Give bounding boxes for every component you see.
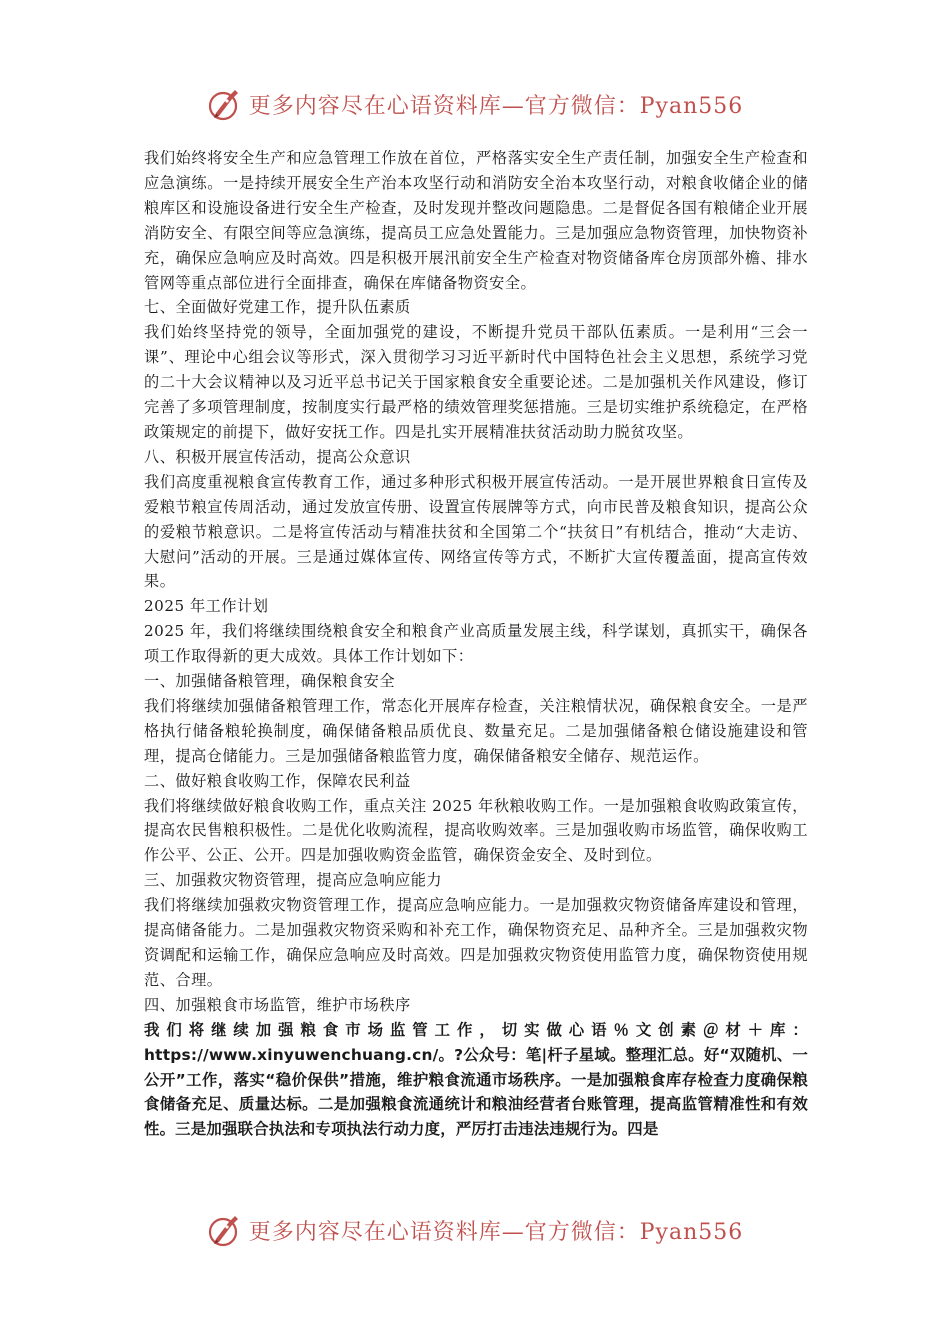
banner-text: 更多内容尽在心语资料库—官方微信：Pyan556 bbox=[248, 1219, 744, 1245]
section-heading: 三、加强救灾物资管理，提高应急响应能力 bbox=[144, 871, 443, 890]
document-body bbox=[144, 146, 808, 1142]
section-heading: 七、全面做好党建工作，提升队伍素质 bbox=[144, 298, 411, 317]
paragraph: 我们始终坚持党的领导，全面加强党的建设，不断提升党员干部队伍素质。一是利用“三会一课”、理论中心组会议等形式，深入贯彻学习习近平新时代中国特色社会主义思想，系统学习党的二十大会议精神以及习近平总书记关于国家粮食安全重要论述。二是加强机关作风建设，修订完善了多项管理制度，按制度实行最严格的绩效管理奖惩措施。三是切实维护系统稳定，在严格政策规定的前提下，做好安抚工作。四是扎实开展精准扶贫活动助力脱贫攻坚。 bbox=[144, 323, 808, 441]
pen-nib-logo-icon bbox=[207, 86, 243, 122]
paragraph: 我们将继续加强储备粮管理工作，常态化开展库存检查，关注粮情状况，确保粮食安全。一是严格执行储备粮轮换制度，确保储备粮品质优良、数量充足。二是加强储备粮仓储设施建设和管理，提高仓储能力。三是加强储备粮监管力度，确保储备粮安全储存、规范运作。 bbox=[144, 696, 808, 765]
section-heading: 八、积极开展宣传活动，提高公众意识 bbox=[144, 447, 411, 466]
header-banner bbox=[0, 82, 950, 126]
banner-text: 更多内容尽在心语资料库—官方微信：Pyan556 bbox=[248, 93, 744, 119]
paragraph: 我们将继续加强粮食市场监管工作，切实做心语％文创素＠材＋库：https://www.xinyuwenchuang.cn/。?公众号：笔|杆子星域。整理汇总。好“双随机、一公开”工作，落实“稳价保供”措施，维护粮食流通市场秩序。一是加强粮食库存检查力度确保粮食储备充足、质量达标。二是加强粮食流通统计和粮油经营者台账管理，提高监管精准性和有效性。三是加强联合执法和专项执法行动力度，严厉打击违法违规行为。四是 bbox=[144, 1020, 808, 1139]
section-heading: 一、加强储备粮管理，确保粮食安全 bbox=[144, 672, 395, 691]
section-heading: 2025 年工作计划 bbox=[144, 597, 269, 616]
paragraph: 我们始终将安全生产和应急管理工作放在首位，严格落实安全生产责任制，加强安全生产检查和应急演练。一是持续开展安全生产治本攻坚行动和消防安全治本攻坚行动，对粮食收储企业的储粮库区和设施设备进行安全生产检查，及时发现并整改问题隐患。二是督促各国有粮储企业开展消防安全、有限空间等应急演练，提高员工应急处置能力。三是加强应急物资管理，加快物资补充，确保应急响应及时高效。四是积极开展汛前安全生产检查对物资储备库仓房顶部外檐、排水管网等重点部位进行全面排查，确保在库储备物资安全。 bbox=[144, 149, 808, 292]
pen-nib-logo-icon bbox=[207, 1212, 243, 1248]
paragraph: 我们将继续做好粮食收购工作，重点关注 2025 年秋粮收购工作。一是加强粮食收购政策宣传，提高农民售粮积极性。二是优化收购流程，提高收购效率。三是加强收购市场监管，确保收购工作公平、公正、公开。四是加强收购资金监管，确保资金安全、及时到位。 bbox=[144, 796, 808, 865]
paragraph: 我们高度重视粮食宣传教育工作，通过多种形式积极开展宣传活动。一是开展世界粮食日宣传及爱粮节粮宣传周活动，通过发放宣传册、设置宣传展牌等方式，向市民普及粮食知识，提高公众的爱粮节粮意识。二是将宣传活动与精准扶贫和全国第二个“扶贫日”有机结合，推动“大走访、大慰问”活动的开展。三是通过媒体宣传、网络宣传等方式，不断扩大宣传覆盖面，提高宣传效果。 bbox=[144, 472, 808, 591]
section-heading: 四、加强粮食市场监管，维护市场秩序 bbox=[144, 995, 411, 1014]
paragraph: 2025 年，我们将继续围绕粮食安全和粮食产业高质量发展主线，科学谋划，真抓实干，确保各项工作取得新的更大成效。具体工作计划如下： bbox=[144, 622, 808, 666]
section-heading: 二、做好粮食收购工作，保障农民利益 bbox=[144, 771, 411, 790]
paragraph: 我们将继续加强救灾物资管理工作，提高应急响应能力。一是加强救灾物资储备库建设和管理，提高储备能力。二是加强救灾物资采购和补充工作，确保物资充足、品种齐全。三是加强救灾物资调配和运输工作，确保应急响应及时高效。四是加强救灾物资使用监管力度，确保物资使用规范、合理。 bbox=[144, 896, 808, 989]
footer-banner bbox=[0, 1208, 950, 1252]
